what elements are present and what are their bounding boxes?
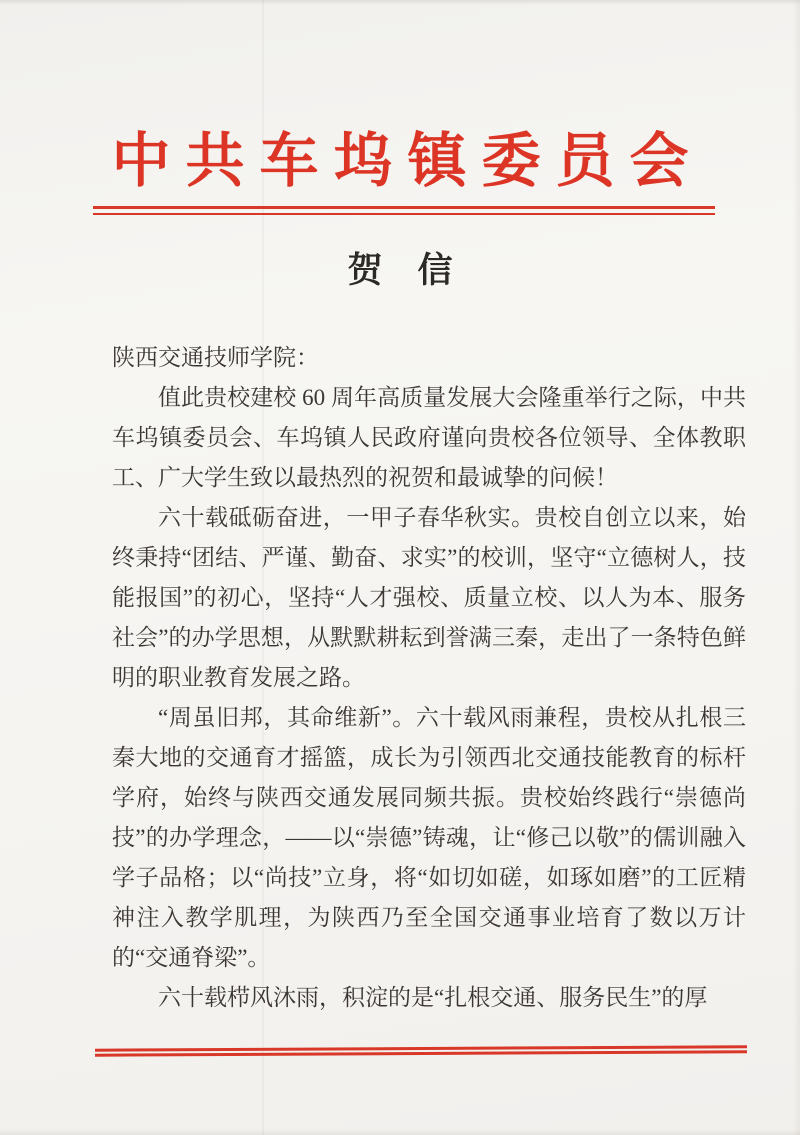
scan-edge-top bbox=[0, 0, 800, 5]
body-paragraph: 六十载栉风沐雨，积淀的是“扎根交通、服务民生”的厚 bbox=[158, 985, 708, 1010]
scan-edge-bottom bbox=[0, 1129, 800, 1135]
body-paragraph: 六十载砥砺奋进，一甲子春华秋实。贵校自创立以来，始终秉持“团结、严谨、勤奋、求实”的校训，坚守“立德树人，技能报国”的初心，坚持“人才强校、质量立校、以人为本、服务社会”的办学思想，从默默耕耘到誉满三秦，走出了一条特色鲜明的职业教育发展之路。 bbox=[112, 505, 746, 690]
salutation: 陕西交通技师学院： bbox=[112, 345, 319, 370]
letterhead-org-name: 中共车坞镇委员会 bbox=[111, 128, 704, 194]
body-paragraph: “周虽旧邦，其命维新”。六十载风雨兼程，贵校从扎根三秦大地的交通育才摇篮，成长为引领西北交通技能教育的标杆学府，始终与陕西交通发展同频共振。贵校始终践行“崇德尚技”的办学理念，——以“崇德”铸魂，让“修己以敬”的儒训融入学子品格；以“尚技”立身，将“如切如磋，如琢如磨”的工匠精神注入教学肌理，为陕西乃至全国交通事业培育了数以万计的“交通脊梁”。 bbox=[112, 705, 746, 970]
footer-divider bbox=[95, 1045, 747, 1056]
scan-edge-right bbox=[793, 0, 800, 1135]
letterhead-divider bbox=[93, 206, 715, 215]
body-paragraph: 值此贵校建校 60 周年高质量发展大会隆重举行之际，中共车坞镇委员会、车坞镇人民政府谨向贵校各位领导、全体教职工、广大学生致以最热烈的祝贺和最诚挚的问候！ bbox=[112, 385, 746, 490]
letter-title: 贺 信 bbox=[347, 251, 453, 290]
letter-body bbox=[112, 338, 746, 1018]
